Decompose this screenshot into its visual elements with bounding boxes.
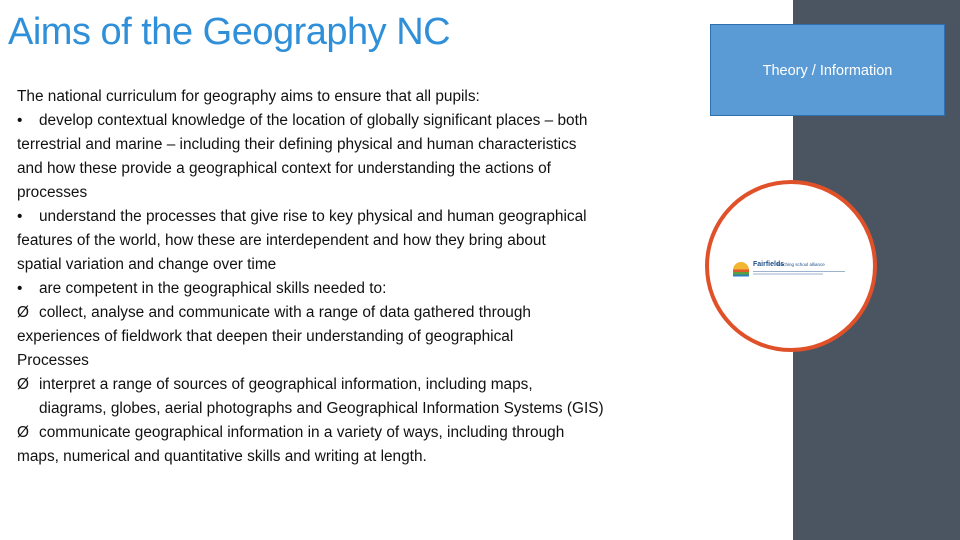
arrow-marker: Ø	[17, 304, 29, 321]
sub-list-item-continuation: experiences of fieldwork that deepen their understanding of geographical	[17, 328, 514, 345]
arrow-marker: Ø	[17, 424, 29, 441]
list-item-continuation: features of the world, how these are interdependent and how they bring about	[17, 232, 546, 249]
bullet-marker: •	[17, 280, 23, 297]
list-item	[17, 277, 712, 301]
sub-list-item-continuation: Processes	[17, 352, 89, 369]
sub-list-item-text: collect, analyse and communicate with a range of data gathered through	[39, 304, 531, 321]
list-item-continuation: spatial variation and change over time	[17, 256, 277, 273]
intro-line: The national curriculum for geography aims to ensure that all pupils:	[17, 88, 480, 105]
sub-list-item	[17, 301, 712, 325]
list-item-continuation: and how these provide a geographical context for understanding the actions of	[17, 160, 551, 177]
list-item-text: are competent in the geographical skills needed to:	[39, 280, 387, 297]
arrow-marker: Ø	[17, 376, 29, 393]
sub-list-item-continuation: maps, numerical and quantitative skills and writing at length.	[17, 448, 427, 465]
sub-list-item-text: communicate geographical information in a variety of ways, including through	[39, 424, 565, 441]
aims-text	[17, 85, 712, 469]
bullet-marker: •	[17, 112, 23, 129]
sub-list-item	[17, 373, 712, 397]
list-item-text: understand the processes that give rise to key physical and human geographical	[39, 208, 587, 225]
list-item	[17, 205, 712, 229]
section-label: Theory / Information	[762, 63, 893, 79]
logo-subtext-decoration	[753, 270, 849, 276]
list-item-continuation: processes	[17, 184, 88, 201]
list-item	[17, 109, 712, 133]
sub-list-item-text: interpret a range of sources of geographical information, including maps,	[39, 376, 533, 393]
school-logo	[732, 259, 852, 283]
bullet-marker: •	[17, 208, 23, 225]
list-item-text: develop contextual knowledge of the location of globally significant places – both	[39, 112, 588, 129]
section-label-box	[710, 24, 945, 116]
page-title: Aims of the Geography NC	[8, 11, 451, 53]
logo-name: Fairfields	[753, 261, 785, 268]
sub-list-item	[17, 421, 712, 445]
logo-tagline: teaching school alliance	[777, 262, 825, 267]
list-item-continuation: terrestrial and marine – including their defining physical and human characteristics	[17, 136, 577, 153]
sun-horizon-icon	[732, 261, 750, 279]
sub-list-item-continuation: diagrams, globes, aerial photographs and Geographical Information Systems (GIS)	[39, 400, 604, 417]
